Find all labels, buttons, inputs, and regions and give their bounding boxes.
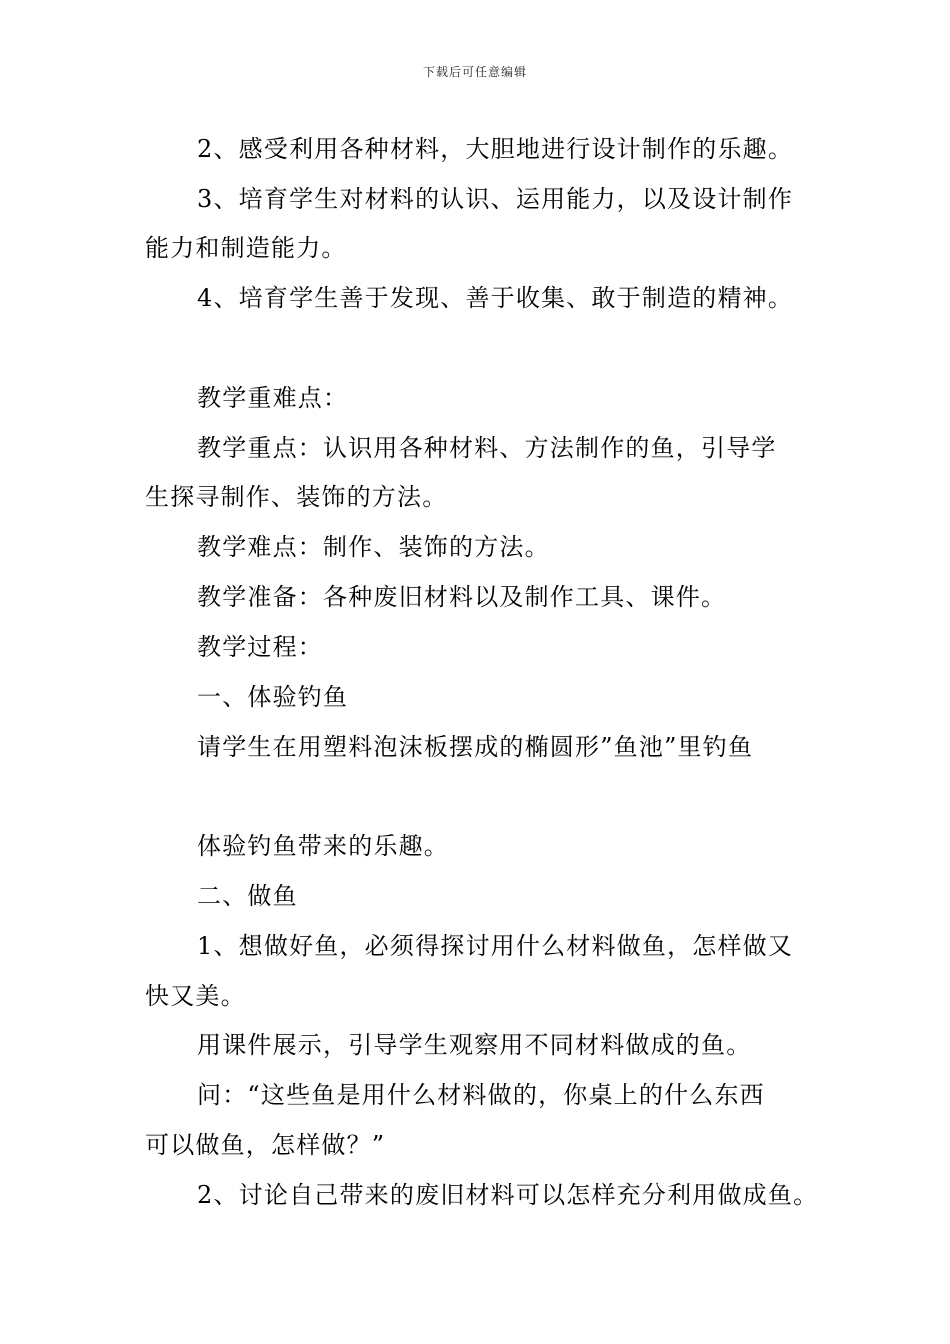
preparation-text: 教学准备：各种废旧材料以及制作工具、课件。 bbox=[197, 583, 727, 611]
section-2-heading: 二、做鱼 bbox=[197, 882, 298, 910]
section-1-heading: 一、体验钓鱼 bbox=[197, 683, 349, 711]
question-line-1: 问：“这些鱼是用什么材料做的，你桌上的什么东西 bbox=[197, 1081, 765, 1109]
step-1-line-2: 快又美。 bbox=[145, 982, 246, 1010]
step-2-text: 2、讨论自己带来的废旧材料可以怎样充分利用做成鱼。 bbox=[197, 1181, 819, 1209]
question-line-2: 可以做鱼，怎样做？” bbox=[145, 1131, 386, 1159]
key-point-line-2: 生探寻制作、装饰的方法。 bbox=[145, 483, 448, 511]
courseware-text: 用课件展示，引导学生观察用不同材料做成的鱼。 bbox=[197, 1031, 752, 1059]
difficulty-text: 教学难点：制作、装饰的方法。 bbox=[197, 533, 550, 561]
process-heading: 教学过程： bbox=[197, 633, 323, 661]
page-header: 下载后可任意编辑 bbox=[422, 65, 527, 79]
key-points-heading: 教学重难点： bbox=[197, 384, 349, 412]
step-1-line-1: 1、想做好鱼，必须得探讨用什么材料做鱼，怎样做又 bbox=[197, 932, 794, 960]
goal-3-line-2: 能力和制造能力。 bbox=[145, 234, 347, 262]
goal-4: 4、培育学生善于发现、善于收集、敢于制造的精神。 bbox=[197, 284, 794, 312]
goal-3-line-1: 3、培育学生对材料的认识、运用能力，以及设计制作 bbox=[197, 185, 794, 213]
key-point-line-1: 教学重点：认识用各种材料、方法制作的鱼，引导学 bbox=[197, 434, 777, 462]
goal-2: 2、感受利用各种材料，大胆地进行设计制作的乐趣。 bbox=[197, 135, 794, 163]
section-1-text: 请学生在用塑料泡沫板摆成的椭圆形”鱼池”里钓鱼 bbox=[197, 733, 754, 761]
section-1-text-2: 体验钓鱼带来的乐趣。 bbox=[197, 832, 449, 860]
